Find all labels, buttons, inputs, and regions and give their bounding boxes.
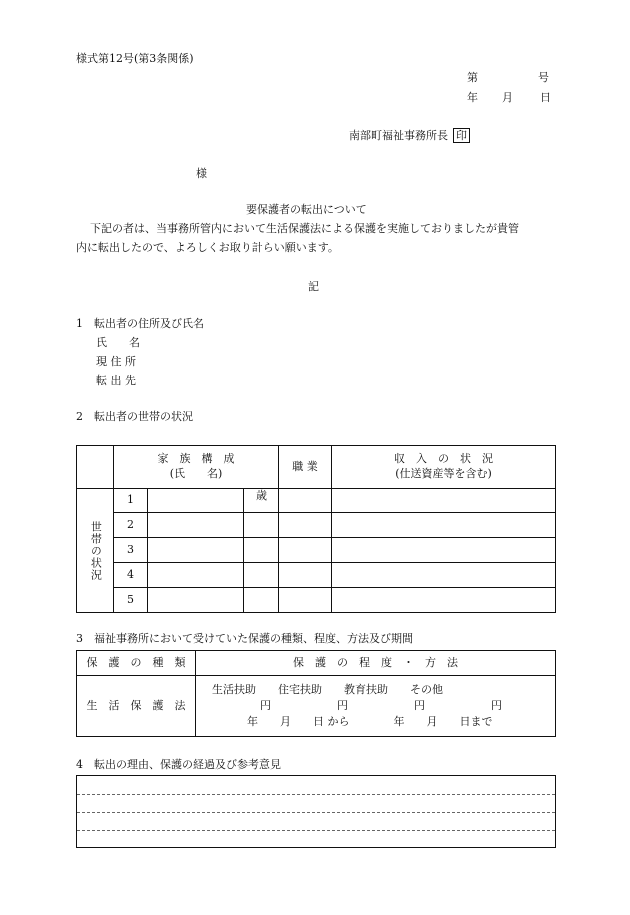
ki-mark: 記	[308, 280, 319, 293]
age-cell[interactable]	[244, 489, 279, 513]
family-header-sub: (氏 名)	[169, 467, 223, 480]
family-header-label: 家 族 構 成	[157, 452, 235, 466]
recipient-suffix: 様	[196, 167, 207, 180]
reason-box[interactable]	[76, 775, 556, 848]
protection-type-value: 生 活 保 護 法	[77, 676, 196, 737]
name-cell[interactable]	[148, 563, 244, 588]
age-cell[interactable]	[244, 563, 279, 588]
job-cell[interactable]	[279, 563, 332, 588]
job-cell[interactable]	[279, 513, 332, 538]
income-header-sub: (仕送資産等を含む)	[395, 467, 492, 480]
dashed-divider	[77, 794, 555, 795]
table-row	[77, 513, 556, 538]
row-number: 2	[114, 513, 148, 538]
age-cell[interactable]	[244, 538, 279, 563]
household-row-label	[77, 489, 114, 613]
period-line: 年 月 日 から 年 月 日まで	[247, 714, 493, 728]
sender-name: 南部町福祉事務所長	[349, 129, 448, 142]
table-corner-cell	[77, 446, 114, 489]
section2-heading: 2 転出者の世帯の状況	[76, 410, 193, 423]
form-number: 様式第12号(第3条関係)	[76, 52, 194, 65]
date-month: 月	[502, 91, 513, 104]
table-row	[77, 489, 556, 513]
number-suffix: 号	[538, 71, 549, 84]
section4-heading: 4 転出の理由、保護の経過及び参考意見	[76, 758, 281, 771]
name-cell[interactable]	[148, 489, 244, 513]
age-cell[interactable]	[244, 513, 279, 538]
row-number: 1	[114, 489, 148, 513]
household-table	[76, 445, 556, 613]
section3-heading: 3 福祉事務所において受けていた保護の種類、程度、方法及び期間	[76, 632, 413, 645]
income-cell[interactable]	[332, 538, 556, 563]
family-header	[114, 446, 279, 489]
row-number: 3	[114, 538, 148, 563]
job-cell[interactable]	[279, 588, 332, 613]
name-cell[interactable]	[148, 513, 244, 538]
date-day: 日	[540, 91, 551, 104]
row-number: 5	[114, 588, 148, 613]
date-year: 年	[467, 91, 478, 104]
protection-type-header: 保 護 の 種 類	[77, 651, 196, 676]
body-text-line-1: 下記の者は、当事務所管内において生活保護法による保護を実施しておりましたが貴管	[90, 222, 519, 235]
section1-heading: 1 転出者の住所及び氏名	[76, 317, 204, 330]
number-prefix: 第	[467, 71, 478, 84]
address-label: 現 住 所	[96, 355, 136, 368]
dashed-divider	[77, 812, 555, 813]
sender-line	[349, 128, 470, 143]
income-header	[332, 446, 556, 489]
seal-mark: 印	[453, 128, 470, 143]
yen-line: 円 円 円 円	[260, 699, 502, 713]
protection-degree-header: 保 護 の 程 度 ・ 方 法	[196, 651, 556, 676]
age-unit: 歳	[256, 489, 267, 502]
age-cell[interactable]	[244, 588, 279, 613]
table-row	[77, 538, 556, 563]
name-label: 氏 名	[96, 336, 140, 349]
income-cell[interactable]	[332, 513, 556, 538]
household-row-label-text: 世帯の状況	[89, 520, 103, 581]
income-header-label: 収 入 の 状 況	[394, 452, 493, 466]
name-cell[interactable]	[148, 538, 244, 563]
income-cell[interactable]	[332, 588, 556, 613]
job-cell[interactable]	[279, 538, 332, 563]
table-row	[77, 563, 556, 588]
destination-label: 転 出 先	[96, 374, 136, 387]
income-cell[interactable]	[332, 563, 556, 588]
table-row	[77, 588, 556, 613]
body-text-line-2: 内に転出したので、よろしくお取り計らい願います。	[76, 241, 339, 254]
job-header: 職 業	[279, 446, 332, 489]
aid-types-line: 生活扶助 住宅扶助 教育扶助 その他	[212, 683, 443, 697]
name-cell[interactable]	[148, 588, 244, 613]
income-cell[interactable]	[332, 489, 556, 513]
row-number: 4	[114, 563, 148, 588]
protection-table	[76, 650, 556, 737]
job-cell[interactable]	[279, 489, 332, 513]
document-title: 要保護者の転出について	[246, 203, 367, 216]
protection-detail-cell[interactable]	[196, 676, 556, 737]
dashed-divider	[77, 830, 555, 831]
